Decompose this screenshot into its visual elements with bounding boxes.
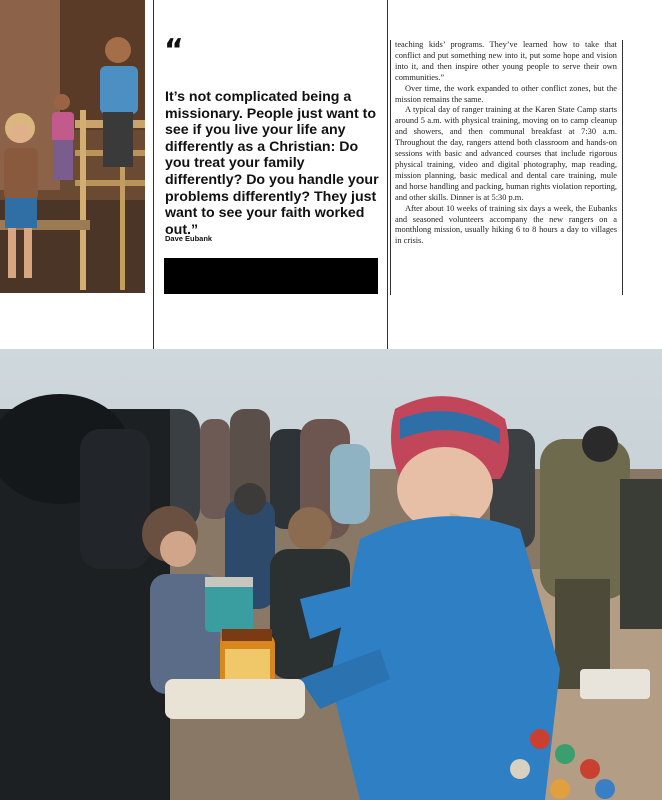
column-rule-left [153,0,154,349]
photo-children-porch-image [0,0,145,293]
photo-aid-distribution [0,349,662,800]
quote-attribution: Dave Eubank [165,234,213,243]
article-body [395,40,617,247]
photo-children-porch [0,0,145,293]
article-paragraph: teaching kids’ programs. They’ve learned how to take that conflict and put something new into it, put some hope and vision into it, and then inspire other young people to serve their own communities.” [395,40,617,82]
black-bar [164,258,378,294]
quote-mark: “ [164,33,184,68]
article-paragraph: Over time, the work expanded to other conflict zones, but the mission remains the same. [395,83,617,104]
photo-aid-distribution-image [0,349,662,800]
article-paragraph: A typical day of ranger training at the Karen State Camp starts around 5 a.m. with physical training, moving on to camp cleanup and showers, and then communal breakfast at 7:30 a.m. Throughout the day, rangers attend both classroom and hands-on sessions with basic and advanced courses that include rigorous physical training, video and digital photography, map reading, mission planning, basic medical and dental care training, mule and horse handling and packing, human rights violation reporting, and other skills. Dinner is at 5:30 p.m. [395,105,617,202]
column-rule-text-right [622,40,623,295]
column-rule-text-left [390,40,391,295]
pull-quote: It’s not complicated being a missionary. People just want to see if you live your life any differently as a Christian: Do you treat your family differently? Do you handle your problems differently? They just want to see your faith worked out.” [165,89,379,238]
column-rule-right [387,0,388,349]
article-paragraph: After about 10 weeks of training six days a week, the Eubanks and seasoned volunteers accompany the new rangers on a monthlong mission, usually hiking 6 to 8 hours a day to villages in crisis. [395,203,617,246]
